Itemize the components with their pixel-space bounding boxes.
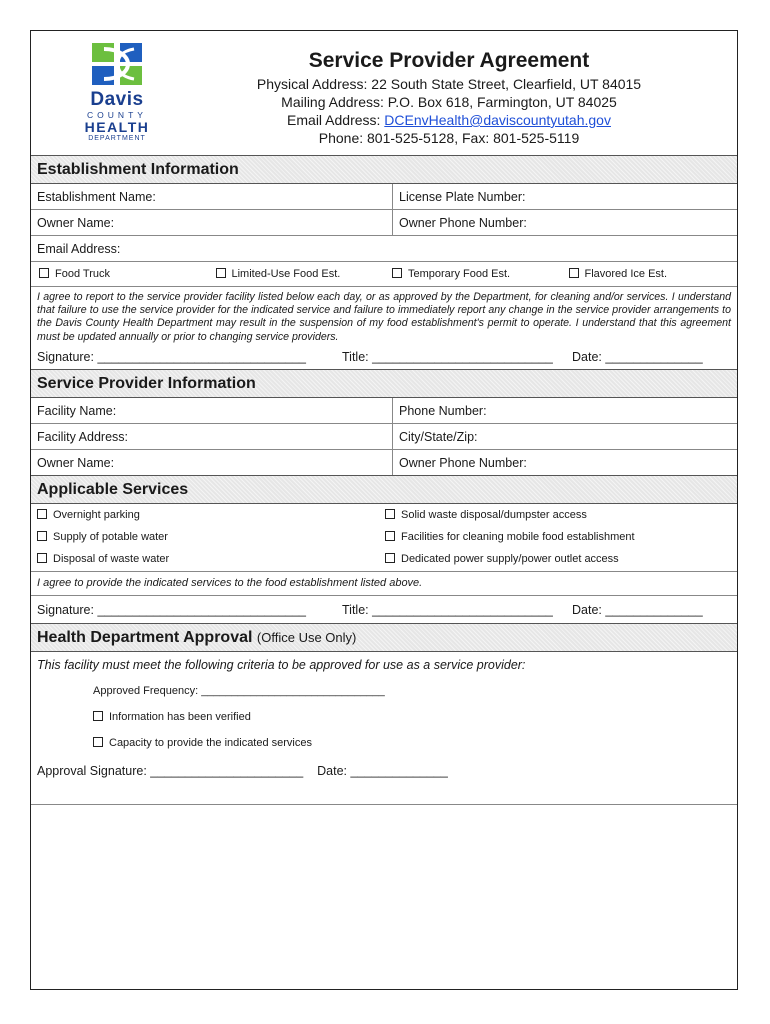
approval-heading-text: Health Department Approval	[37, 628, 253, 646]
mailing-address: Mailing Address: P.O. Box 618, Farmington, UT 84025	[281, 94, 617, 110]
checkbox-icon[interactable]	[93, 711, 103, 721]
services-heading: Applicable Services	[31, 476, 737, 504]
form-header	[31, 31, 737, 156]
establishment-row-1	[31, 184, 737, 210]
davis-logo-icon	[90, 41, 144, 87]
establishment-row-3	[31, 236, 737, 262]
approval-date-field[interactable]: Date: ______________	[317, 763, 448, 778]
logo-davis-text: Davis	[90, 89, 144, 110]
services-checkboxes	[31, 504, 737, 572]
checkbox-icon[interactable]	[385, 509, 395, 519]
title-block	[181, 49, 717, 147]
provider-row-3	[31, 450, 737, 476]
physical-address: Physical Address: 22 South State Street, Clearfield, UT 84015	[256, 76, 642, 92]
email-field[interactable]: Email Address:	[37, 242, 121, 256]
checkbox-icon[interactable]	[392, 268, 402, 278]
checkbox-temporary[interactable]: Temporary Food Est.	[384, 262, 561, 286]
phone-fax: Phone: 801-525-5128, Fax: 801-525-5119	[318, 130, 580, 146]
checkbox-cleaning-facilities[interactable]: Facilities for cleaning mobile food establishment	[385, 527, 731, 549]
email-link[interactable]: DCEnvHealth@daviscountyutah.gov	[384, 112, 611, 128]
establishment-type-checkboxes	[31, 262, 737, 287]
establishment-title-field[interactable]: Title: __________________________	[342, 349, 553, 364]
checkbox-icon[interactable]	[37, 553, 47, 563]
email-address	[181, 111, 717, 129]
email-label: Email Address:	[287, 112, 385, 128]
establishment-name-field[interactable]: Establishment Name:	[31, 184, 393, 209]
approval-signature-row	[31, 758, 737, 784]
establishment-signature-field[interactable]: Signature: ______________________________	[37, 349, 307, 364]
establishment-date-field[interactable]: Date: ______________	[572, 349, 703, 364]
city-state-zip-field[interactable]: City/State/Zip:	[399, 429, 478, 444]
checkbox-power-supply[interactable]: Dedicated power supply/power outlet access	[385, 549, 731, 571]
provider-row-1	[31, 398, 737, 424]
checkbox-icon[interactable]	[37, 531, 47, 541]
services-signature-field[interactable]: Signature: ______________________________	[37, 602, 307, 617]
checkbox-potable-water[interactable]: Supply of potable water	[37, 527, 385, 549]
checkbox-icon[interactable]	[569, 268, 579, 278]
establishment-row-2	[31, 210, 737, 236]
facility-name-field[interactable]: Facility Name:	[31, 398, 393, 423]
checkbox-capacity[interactable]: Capacity to provide the indicated services	[31, 730, 737, 756]
provider-owner-name-field[interactable]: Owner Name:	[31, 450, 393, 475]
establishment-heading: Establishment Information	[31, 156, 737, 184]
davis-county-health-logo	[61, 41, 173, 151]
checkbox-icon[interactable]	[39, 268, 49, 278]
provider-owner-phone-field[interactable]: Owner Phone Number:	[399, 455, 527, 470]
checkbox-solid-waste[interactable]: Solid waste disposal/dumpster access	[385, 505, 731, 527]
owner-name-field[interactable]: Owner Name:	[31, 210, 393, 235]
approval-heading-sub: (Office Use Only)	[256, 629, 357, 645]
approval-heading	[31, 624, 737, 652]
checkbox-icon[interactable]	[37, 509, 47, 519]
checkbox-limited-use[interactable]: Limited-Use Food Est.	[208, 262, 385, 286]
checkbox-info-verified[interactable]: Information has been verified	[31, 704, 737, 730]
checkbox-waste-water[interactable]: Disposal of waste water	[37, 549, 385, 571]
services-date-field[interactable]: Date: ______________	[572, 602, 703, 617]
checkbox-icon[interactable]	[216, 268, 226, 278]
approval-signature-field[interactable]: Approval Signature: ______________________	[37, 763, 304, 778]
approval-criteria: This facility must meet the following criteria to be approved for use as a service provider:	[37, 657, 526, 672]
approval-divider	[31, 784, 737, 805]
form-page	[30, 30, 738, 990]
logo-county-text: COUNTY	[87, 110, 147, 120]
approved-frequency-field[interactable]: Approved Frequency: ______________________________	[93, 684, 385, 697]
checkbox-icon[interactable]	[93, 737, 103, 747]
license-plate-field[interactable]: License Plate Number:	[399, 190, 526, 204]
establishment-agreement-text: I agree to report to the service provider facility listed below each day, or as approved by the Department, for cleaning and/or services. I understand that failure to use the service provider for the indicated service and failure to immediately report any change in the service provider arrangements to the Davis County Health Department may result in the suspension of my food establishment's permit to operate. I understand that this agreement must be updated annually or prior to changing service providers.	[37, 291, 731, 343]
provider-phone-field[interactable]: Phone Number:	[399, 403, 487, 418]
page-title: Service Provider Agreement	[308, 49, 590, 72]
provider-row-2	[31, 424, 737, 450]
logo-health-text: HEALTH	[84, 119, 150, 135]
provider-heading: Service Provider Information	[31, 370, 737, 398]
facility-address-field[interactable]: Facility Address:	[31, 424, 393, 449]
checkbox-overnight-parking[interactable]: Overnight parking	[37, 505, 385, 527]
owner-phone-field[interactable]: Owner Phone Number:	[399, 216, 527, 230]
services-title-field[interactable]: Title: __________________________	[342, 602, 553, 617]
checkbox-food-truck[interactable]: Food Truck	[31, 262, 208, 286]
services-agreement-text: I agree to provide the indicated services to the food establishment listed above.	[31, 572, 737, 596]
checkbox-icon[interactable]	[385, 553, 395, 563]
services-signature-row	[31, 596, 737, 624]
logo-department-text: DEPARTMENT	[88, 135, 146, 142]
checkbox-icon[interactable]	[385, 531, 395, 541]
establishment-signature-row	[31, 344, 737, 370]
checkbox-flavored-ice[interactable]: Flavored Ice Est.	[561, 262, 738, 286]
